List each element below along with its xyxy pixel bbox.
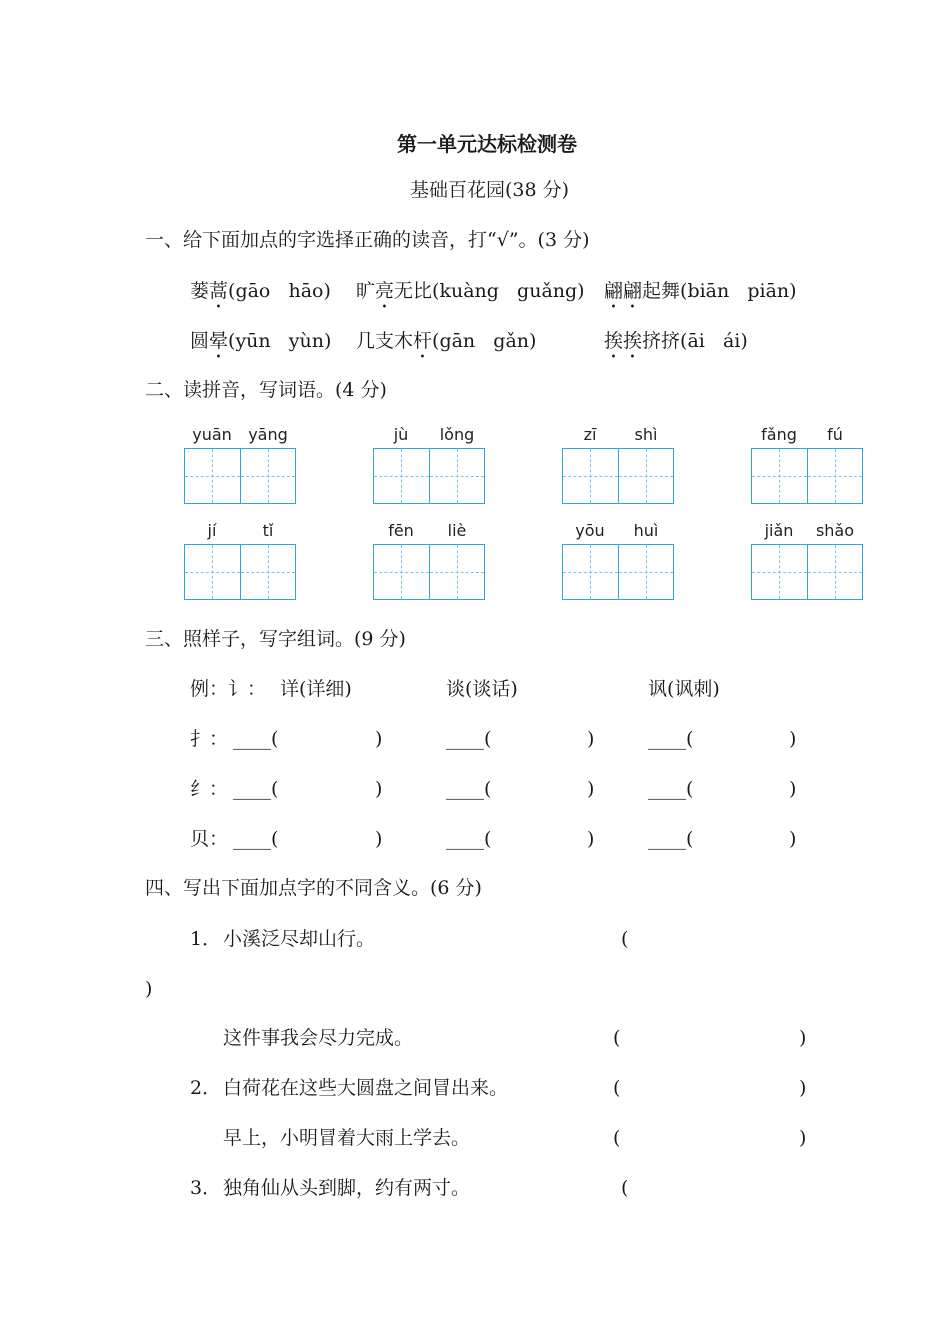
q4-answer-close: ) — [799, 1077, 807, 1099]
q3-radical-label: 贝： — [190, 828, 229, 850]
q3-answer-blank[interactable]: ____( — [233, 828, 279, 850]
q1-item-2 — [356, 279, 585, 313]
q1-item-3-pre: 翩翩 — [604, 280, 643, 302]
grid-cell[interactable] — [429, 545, 484, 599]
q4-answer-open[interactable]: ( — [621, 928, 629, 950]
page-title: 第一单元达标检测卷 — [397, 132, 577, 156]
q3-heading: 三、照样子，写字组词。(9 分) — [145, 628, 406, 650]
q1-item-3-options[interactable]: (biān piān) — [680, 280, 797, 302]
q1-item-6 — [604, 329, 748, 363]
pinyin-label: yāng — [248, 425, 288, 444]
q3-radical-label: 纟： — [190, 778, 229, 800]
writing-grid[interactable] — [373, 544, 485, 600]
pinyin-label: fēn — [388, 521, 414, 540]
writing-grid[interactable] — [751, 448, 863, 504]
q1-item-6-dotted: 挨挨 — [604, 330, 643, 352]
q1-item-1-dotted: 蒿 — [209, 280, 229, 302]
grid-cell[interactable] — [240, 545, 295, 599]
q1-item-5-options[interactable]: (gān gǎn) — [432, 330, 537, 352]
q4-number: 2． — [190, 1077, 222, 1099]
grid-cell[interactable] — [618, 545, 673, 599]
q4-answer-open[interactable]: ( — [613, 1127, 621, 1149]
pinyin-label: zī — [583, 425, 597, 444]
pinyin-label: shì — [634, 425, 658, 444]
q1-item-1-pre: 蒌 — [190, 280, 210, 302]
q1-item-1 — [190, 279, 331, 313]
grid-cell[interactable] — [563, 545, 618, 599]
pinyin-label: fú — [827, 425, 843, 444]
q3-answer-blank[interactable]: ____( — [446, 828, 492, 850]
q3-answer-blank[interactable]: ____( — [446, 778, 492, 800]
q2-heading: 二、读拼音，写词语。(4 分) — [145, 379, 387, 401]
q4-answer-open[interactable]: ( — [613, 1027, 621, 1049]
pinyin-label: jiǎn — [764, 521, 794, 540]
q3-close-paren: ) — [789, 728, 797, 750]
q1-item-2-dotted: 亮 — [375, 280, 395, 302]
q4-number: 3． — [190, 1177, 222, 1199]
q1-item-4-options[interactable]: (yūn yùn) — [228, 330, 332, 352]
pinyin-label: yuān — [192, 425, 232, 444]
grid-cell[interactable] — [752, 545, 807, 599]
pinyin-label: jù — [393, 425, 409, 444]
writing-grid[interactable] — [184, 448, 296, 504]
q3-answer-blank[interactable]: ____( — [233, 778, 279, 800]
q4-number: 1． — [190, 928, 222, 950]
q1-item-5-pre: 几支木 — [356, 330, 414, 352]
grid-cell[interactable] — [807, 449, 862, 503]
q1-item-1-options[interactable]: (gāo hāo) — [228, 280, 331, 302]
q1-item-2-post: 无比 — [394, 280, 433, 302]
writing-grid[interactable] — [562, 448, 674, 504]
q1-item-3-post: 起舞 — [642, 280, 681, 302]
writing-grid[interactable] — [373, 448, 485, 504]
q3-close-paren: ) — [375, 828, 383, 850]
pinyin-label: lǒng — [439, 425, 475, 444]
grid-cell[interactable] — [807, 545, 862, 599]
q3-example-1: 详(详细) — [280, 678, 352, 700]
q4-sentence: 白荷花在这些大圆盘之间冒出来。 — [223, 1077, 509, 1099]
writing-grid[interactable] — [562, 544, 674, 600]
q4-sentence: 独角仙从头到脚，约有两寸。 — [223, 1177, 471, 1199]
q4-sentence: 这件事我会尽力完成。 — [223, 1027, 414, 1049]
q3-close-paren: ) — [375, 728, 383, 750]
pinyin-label: huì — [633, 521, 659, 540]
grid-cell[interactable] — [752, 449, 807, 503]
q4-answer-open[interactable]: ( — [613, 1077, 621, 1099]
grid-cell[interactable] — [185, 545, 240, 599]
writing-grid[interactable] — [184, 544, 296, 600]
grid-cell[interactable] — [240, 449, 295, 503]
q4-answer-open[interactable]: ( — [621, 1177, 629, 1199]
grid-cell[interactable] — [185, 449, 240, 503]
q3-close-paren: ) — [587, 828, 595, 850]
q1-item-3 — [604, 279, 797, 313]
grid-cell[interactable] — [374, 449, 429, 503]
q3-answer-blank[interactable]: ____( — [648, 828, 694, 850]
q4-sentence: 早上，小明冒着大雨上学去。 — [223, 1127, 471, 1149]
q3-radical-label: 扌： — [190, 728, 229, 750]
pinyin-label: shǎo — [815, 521, 855, 540]
grid-cell[interactable] — [563, 449, 618, 503]
q3-close-paren: ) — [789, 778, 797, 800]
q3-answer-blank[interactable]: ____( — [233, 728, 279, 750]
q4-answer-close: ) — [145, 978, 153, 1000]
q1-item-6-post: 挤挤 — [642, 330, 681, 352]
q3-close-paren: ) — [375, 778, 383, 800]
q1-item-5-dotted: 杆 — [413, 330, 433, 352]
q3-example-prefix: 例：讠： — [190, 678, 267, 700]
q4-heading: 四、写出下面加点字的不同含义。(6 分) — [145, 877, 482, 899]
pinyin-label: tǐ — [262, 521, 274, 540]
pinyin-label: yōu — [575, 521, 605, 540]
q4-answer-close: ) — [799, 1027, 807, 1049]
grid-cell[interactable] — [374, 545, 429, 599]
pinyin-label: jí — [207, 521, 217, 540]
q4-sentence: 小溪泛尽却山行。 — [223, 928, 376, 950]
q1-item-4-pre: 圆 — [190, 330, 210, 352]
q3-example-3: 讽(讽刺) — [648, 678, 720, 700]
q1-item-4-dotted: 晕 — [209, 330, 229, 352]
q4-answer-close: ) — [799, 1127, 807, 1149]
q1-item-6-options[interactable]: (āi ái) — [680, 330, 748, 352]
q1-heading: 一、给下面加点的字选择正确的读音，打“√”。(3 分) — [145, 229, 590, 251]
pinyin-label: fǎng — [761, 425, 797, 444]
section-subtitle: 基础百花园(38 分) — [410, 179, 570, 201]
q3-close-paren: ) — [587, 778, 595, 800]
grid-cell[interactable] — [429, 449, 484, 503]
grid-cell[interactable] — [618, 449, 673, 503]
writing-grid[interactable] — [751, 544, 863, 600]
pinyin-label: liè — [447, 521, 467, 540]
q3-close-paren: ) — [587, 728, 595, 750]
q1-item-4 — [190, 329, 331, 363]
q3-answer-blank[interactable]: ____( — [648, 728, 694, 750]
q1-item-2-pre: 旷 — [356, 280, 376, 302]
q3-close-paren: ) — [789, 828, 797, 850]
q3-answer-blank[interactable]: ____( — [446, 728, 492, 750]
q3-answer-blank[interactable]: ____( — [648, 778, 694, 800]
q1-item-5 — [356, 329, 536, 363]
q3-example-2: 谈(谈话) — [446, 678, 518, 700]
q1-item-2-options[interactable]: (kuàng guǎng) — [432, 280, 585, 302]
